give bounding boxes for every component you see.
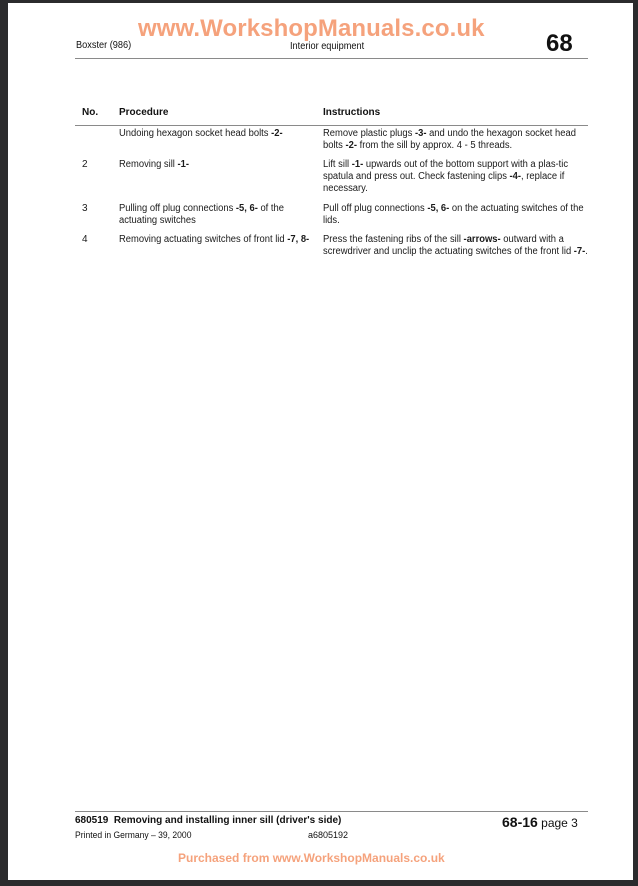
text-run: on the actuating switches of the lids. [323,203,584,226]
column-header-no: No. [82,107,99,118]
text-run: from the sill by approx. 4 - 5 threads. [356,140,513,151]
reference-number: -5, 6- [427,203,450,214]
reference-number: -2- [345,140,357,151]
text-run: Pulling off plug connections [119,203,236,214]
footer-divider [75,811,588,812]
text-run: Pull off plug connections [323,203,428,214]
footer-title: 680519 Removing and installing inner sill (driver's side) [75,815,342,826]
watermark-top: www.WorkshopManuals.co.uk [138,15,485,42]
reference-number: -arrows- [463,234,501,245]
watermark-bottom: Purchased from www.WorkshopManuals.co.uk [178,851,445,865]
column-header-instructions: Instructions [323,107,381,118]
reference-number: -3- [414,128,427,139]
row-instructions [323,128,591,152]
text-run: of the actuating switches [119,203,284,226]
text-run: Remove plastic plugs [323,128,415,139]
document-page [8,3,633,880]
row-instructions [323,159,591,195]
footer-printed: Printed in Germany – 39, 2000 [75,830,192,840]
reference-number: -7- [573,246,586,257]
reference-number: -2- [271,128,283,139]
row-procedure [119,159,319,171]
reference-number: -1- [351,159,364,170]
text-run: Removing sill [119,159,178,170]
reference-number: -5, 6- [235,203,258,214]
text-run: , replace if necessary. [323,171,565,194]
text-run: Removing actuating switches of front lid [119,234,288,245]
row-procedure [119,203,319,227]
table-header-divider [75,125,588,126]
column-header-procedure: Procedure [119,107,169,118]
header-divider [75,58,588,59]
header-chapter-number: 68 [546,30,573,57]
text-run: Lift sill [323,159,352,170]
row-procedure [119,128,319,140]
row-number: 2 [82,159,88,170]
text-run: and undo the hexagon socket head bolts [323,128,576,151]
reference-number: -4- [509,171,522,182]
reference-number: -7, 8- [287,234,310,245]
footer-code: a6805192 [308,830,349,840]
text-run: Press the fastening ribs of the sill [323,234,464,245]
row-instructions [323,203,591,227]
header-section: Interior equipment [290,41,365,52]
row-number: 4 [82,234,88,245]
footer-page [502,814,578,830]
page-number: 68-16 [502,814,538,830]
page-label: page 3 [537,816,578,830]
text-run: outward with a screwdriver and unclip the actuating switches of the front lid [323,234,574,257]
text-run: . [585,246,588,257]
header-model: Boxster (986) [76,40,132,51]
text-run: upwards out of the bottom support with a plas-tic spatula and press out. Check fastening clips [323,159,569,182]
text-run: Undoing hexagon socket head bolts [119,128,272,139]
row-number: 3 [82,203,88,214]
row-instructions [323,234,591,258]
row-procedure [119,234,319,246]
reference-number: -1- [177,159,190,170]
